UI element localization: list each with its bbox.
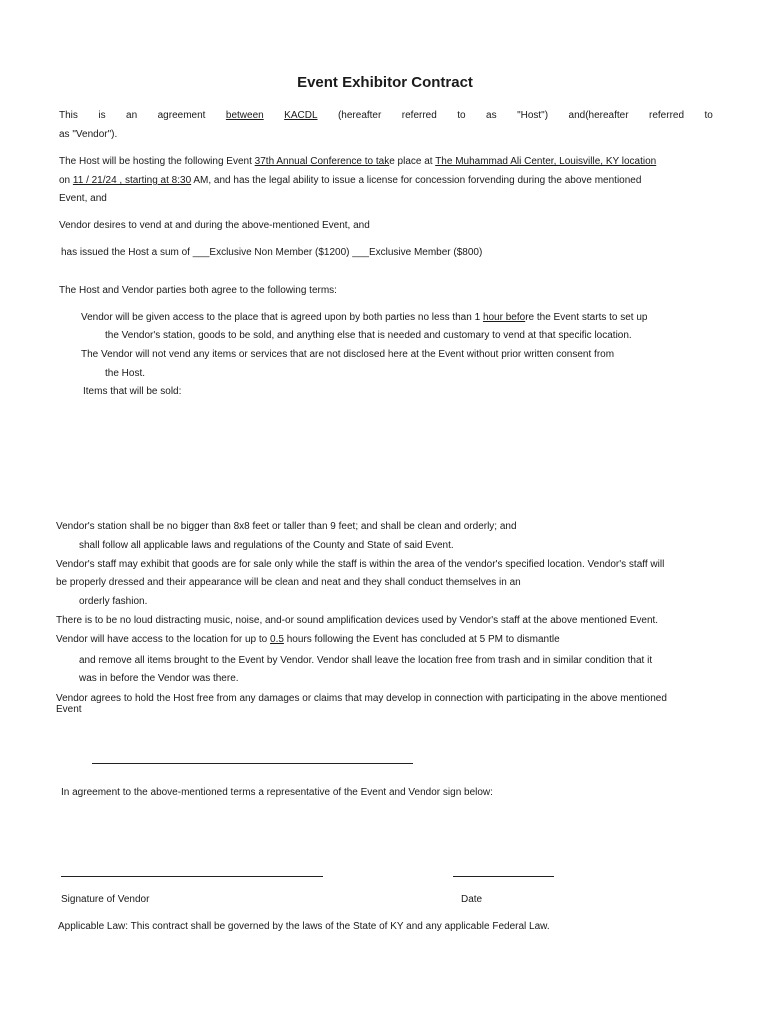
rule-1-line-1: Vendor's station shall be no bigger than 8x8 feet or taller than 9 feet; and shall be clean and orderly; and [56,521,517,532]
term-2-line-1: The Vendor will not vend any items or services that are not disclosed here at the Event without prior written consent from [81,349,615,360]
date-signature-line[interactable] [453,876,554,877]
hosting-text: e place at [389,156,436,167]
rule-3: There is to be no loud distracting music, noise, and-or sound amplification devices used by Vendor's staff at the above mentioned Event. [56,615,659,626]
term-1-line-2: the Vendor's station, goods to be sold, and anything else that is needed and customary to vend at that specific location. [105,330,632,341]
intro-word: an [126,110,138,121]
applicable-law: Applicable Law: This contract shall be governed by the laws of the State of KY and any applicable Federal Law. [58,921,550,932]
issued-sum: has issued the Host a sum of ___Exclusive Non Member ($1200) ___Exclusive Member ($800) [61,247,483,258]
intro-word: is [98,110,106,121]
terms-intro: The Host and Vendor parties both agree to the following terms: [59,285,337,296]
date-label: Date [461,894,483,905]
event-location: The Muhammad Ali Center, Louisville, KY location [435,156,657,167]
rule-2-line-1: Vendor's staff may exhibit that goods are for sale only while the staff is within the area of the vendor's specified location. Vendor's staff will [56,559,665,570]
intro-word: "Host") [517,110,549,121]
intro-word: and(hereafter [568,110,629,121]
intro-word: to [704,110,713,121]
intro-line-2: as "Vendor"). [59,129,118,140]
intro-word: to [457,110,466,121]
hosting-line-3: Event, and [59,193,107,204]
hosting-line-1 [59,156,656,168]
rule-4-line-1 [56,634,560,646]
rule-text: Vendor will have access to the location for up to [56,634,271,645]
intro-word: agreement [157,110,206,121]
dismantle-hours: 0.5 [270,634,284,645]
term-text: re the Event starts to set up [525,312,648,323]
items-to-be-sold: Items that will be sold: [83,386,182,397]
intro-word: referred [649,110,685,121]
hosting-line-2 [59,175,641,187]
hosting-text: AM, and has the legal ability to issue a license for concession forvending during the above mentioned [191,175,642,186]
rule-text: hours following the Event has concluded at 5 PM to dismantle [283,634,560,645]
term-1-line-1 [81,312,648,324]
rule-1-line-2: shall follow all applicable laws and regulations of the County and State of said Event. [79,540,454,551]
intro-word: This [59,110,78,121]
host-name: KACDL [284,110,318,121]
intro-word: (hereafter [337,110,382,121]
term-2-line-2: the Host. [105,368,146,379]
vendor-signature-label: Signature of Vendor [61,894,150,905]
intro-word: as [486,110,497,121]
rule-5-line-1: Vendor agrees to hold the Host free from any damages or claims that may develop in connection with participating in the above mentioned [56,693,667,704]
event-name: 37th Annual Conference to tak [254,156,390,167]
intro-word: referred [401,110,437,121]
document-title: Event Exhibitor Contract [297,74,473,91]
vendor-signature-line[interactable] [61,876,323,877]
intro-line-1 [59,110,713,122]
vendor-desires: Vendor desires to vend at and during the above-mentioned Event, and [59,220,370,231]
hosting-text: on [59,175,73,186]
event-date: 11 / 21/24 , starting at 8:30 [72,175,192,186]
rule-2-line-2: be properly dressed and their appearance will be clean and neat and they shall conduct themselves in an [56,577,521,588]
blank-signature-rule [92,763,413,764]
rule-2-line-3: orderly fashion. [79,596,148,607]
term-text: Vendor will be given access to the place that is agreed upon by both parties no less than 1 [81,312,483,323]
agreement-statement: In agreement to the above-mentioned terms a representative of the Event and Vendor sign below: [61,787,493,798]
term-time: hour befo [482,312,526,323]
rule-5-line-2: Event [56,704,82,715]
rule-4-line-3: was in before the Vendor was there. [79,673,239,684]
hosting-text: The Host will be hosting the following Event [59,156,255,167]
rule-4-line-2: and remove all items brought to the Event by Vendor. Vendor shall leave the location free from trash and in similar condition that it [79,655,653,666]
intro-word: between [225,110,264,121]
